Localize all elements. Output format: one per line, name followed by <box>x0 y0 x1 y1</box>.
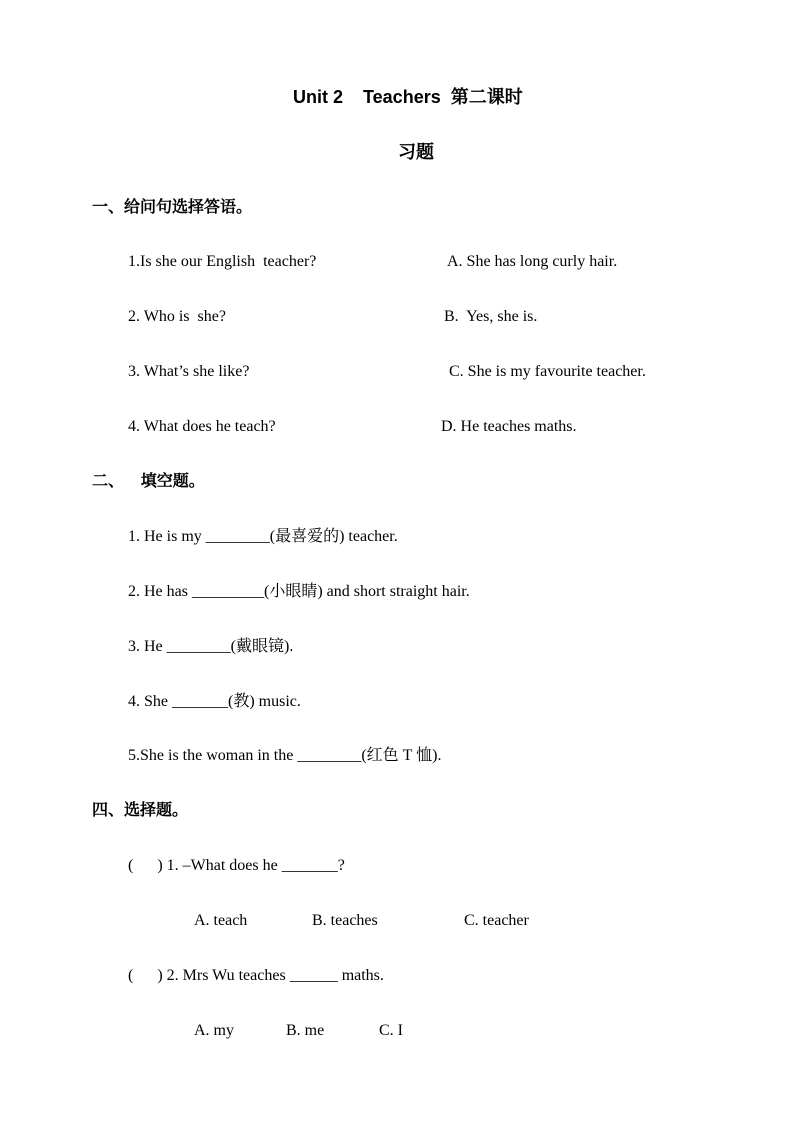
fill-blank-item-1: 1. He is my ________(最喜爱的) teacher. <box>128 528 398 545</box>
choice-question-2: ( ) 2. Mrs Wu teaches ______ maths. <box>128 967 384 984</box>
choice-1-option-b: B. teaches <box>312 912 378 929</box>
page-subtitle: 习题 <box>398 142 434 162</box>
choice-2-option-b: B. me <box>286 1022 325 1039</box>
choice-2-option-c: C. I <box>379 1022 403 1039</box>
choice-question-1: ( ) 1. –What does he _______? <box>128 857 345 874</box>
section-heading-multiple-choice: 四、选择题。 <box>92 800 189 819</box>
question-4: 4. What does he teach? <box>128 418 276 435</box>
fill-blank-item-4: 4. She _______(教) music. <box>128 693 301 710</box>
question-2: 2. Who is she? <box>128 308 226 325</box>
answer-b: B. Yes, she is. <box>444 308 538 325</box>
fill-blank-item-3: 3. He ________(戴眼镜). <box>128 638 294 655</box>
fill-blank-item-2: 2. He has _________(小眼睛) and short straight hair. <box>128 583 470 600</box>
answer-d: D. He teaches maths. <box>441 418 577 435</box>
choice-2-option-a: A. my <box>194 1022 234 1039</box>
choice-1-option-a: A. teach <box>194 912 248 929</box>
section-heading-fill-blank: 二、 填空题。 <box>92 471 205 490</box>
fill-blank-item-5: 5.She is the woman in the ________(红色 T 恤). <box>128 747 442 764</box>
choice-1-option-c: C. teacher <box>464 912 529 929</box>
answer-c: C. She is my favourite teacher. <box>449 363 646 380</box>
section-heading-matching: 一、给问句选择答语。 <box>92 197 253 216</box>
answer-a: A. She has long curly hair. <box>447 253 618 270</box>
question-3: 3. What’s she like? <box>128 363 250 380</box>
page-title: Unit 2 Teachers 第二课时 <box>293 87 523 107</box>
question-1: 1.Is she our English teacher? <box>128 253 317 270</box>
